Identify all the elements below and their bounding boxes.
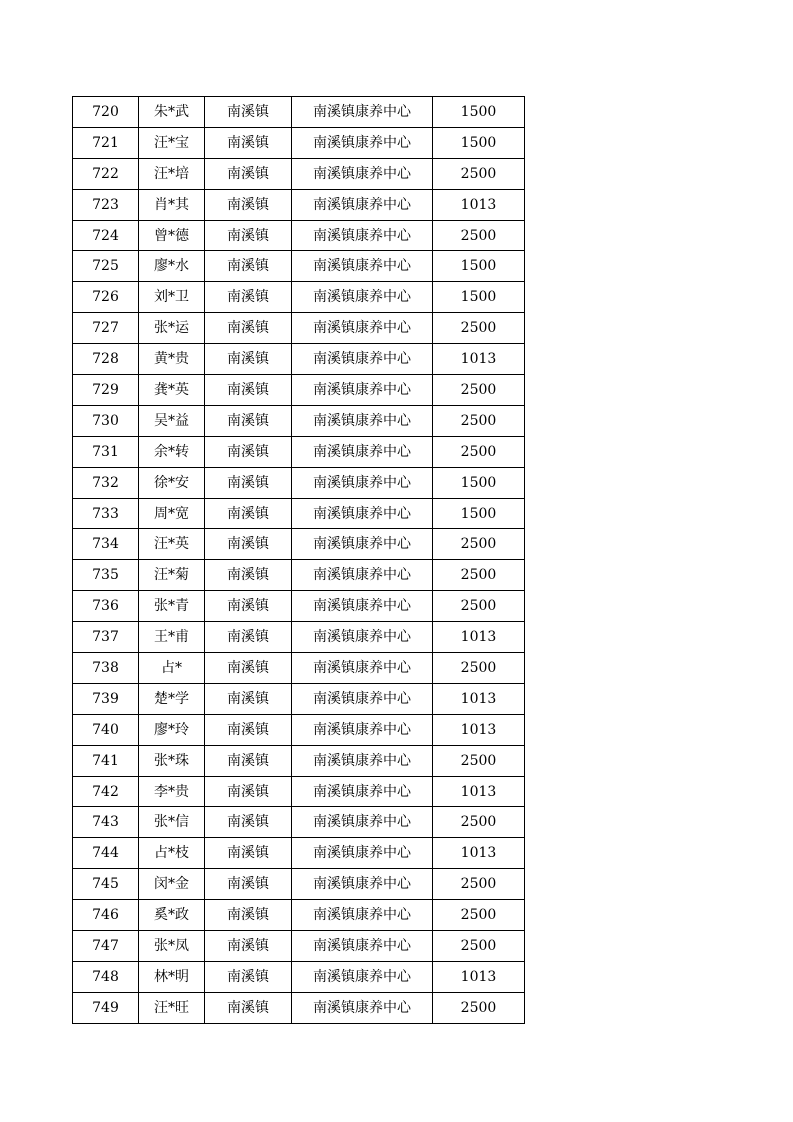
town-name: 南溪镇 [205,560,292,591]
table-row [73,560,525,591]
organization-name: 南溪镇康养中心 [292,807,433,838]
organization-name: 南溪镇康养中心 [292,220,433,251]
person-name: 张*凤 [139,931,205,962]
person-name: 汪*菊 [139,560,205,591]
table-row [73,436,525,467]
town-name: 南溪镇 [205,158,292,189]
row-number: 722 [73,158,139,189]
organization-name: 南溪镇康养中心 [292,344,433,375]
amount: 2500 [433,869,525,900]
person-name: 曾*德 [139,220,205,251]
person-name: 廖*玲 [139,714,205,745]
amount: 1500 [433,467,525,498]
amount: 1013 [433,961,525,992]
amount: 2500 [433,313,525,344]
organization-name: 南溪镇康养中心 [292,313,433,344]
amount: 1500 [433,251,525,282]
town-name: 南溪镇 [205,220,292,251]
amount: 2500 [433,375,525,406]
table-row [73,992,525,1023]
row-number: 744 [73,838,139,869]
organization-name: 南溪镇康养中心 [292,529,433,560]
row-number: 749 [73,992,139,1023]
table-row [73,375,525,406]
table-row [73,282,525,313]
row-number: 748 [73,961,139,992]
row-number: 747 [73,931,139,962]
table-row [73,498,525,529]
town-name: 南溪镇 [205,653,292,684]
table-row [73,838,525,869]
organization-name: 南溪镇康养中心 [292,653,433,684]
person-name: 汪*旺 [139,992,205,1023]
amount: 2500 [433,745,525,776]
person-name: 肖*其 [139,189,205,220]
person-name: 廖*水 [139,251,205,282]
table-row [73,591,525,622]
town-name: 南溪镇 [205,745,292,776]
table-row [73,961,525,992]
person-name: 李*贵 [139,776,205,807]
table-row [73,467,525,498]
organization-name: 南溪镇康养中心 [292,498,433,529]
town-name: 南溪镇 [205,189,292,220]
town-name: 南溪镇 [205,405,292,436]
row-number: 743 [73,807,139,838]
town-name: 南溪镇 [205,375,292,406]
town-name: 南溪镇 [205,467,292,498]
town-name: 南溪镇 [205,838,292,869]
town-name: 南溪镇 [205,931,292,962]
row-number: 745 [73,869,139,900]
town-name: 南溪镇 [205,961,292,992]
table-row [73,807,525,838]
organization-name: 南溪镇康养中心 [292,467,433,498]
amount: 2500 [433,560,525,591]
town-name: 南溪镇 [205,436,292,467]
organization-name: 南溪镇康养中心 [292,375,433,406]
table-row [73,251,525,282]
town-name: 南溪镇 [205,776,292,807]
row-number: 729 [73,375,139,406]
organization-name: 南溪镇康养中心 [292,992,433,1023]
table-row [73,220,525,251]
organization-name: 南溪镇康养中心 [292,869,433,900]
row-number: 725 [73,251,139,282]
table-row [73,97,525,128]
row-number: 733 [73,498,139,529]
row-number: 742 [73,776,139,807]
town-name: 南溪镇 [205,591,292,622]
town-name: 南溪镇 [205,714,292,745]
town-name: 南溪镇 [205,992,292,1023]
amount: 1500 [433,97,525,128]
row-number: 726 [73,282,139,313]
row-number: 739 [73,683,139,714]
row-number: 720 [73,97,139,128]
row-number: 730 [73,405,139,436]
person-name: 奚*政 [139,900,205,931]
table-row [73,776,525,807]
table-row [73,529,525,560]
organization-name: 南溪镇康养中心 [292,838,433,869]
town-name: 南溪镇 [205,622,292,653]
town-name: 南溪镇 [205,282,292,313]
table-row [73,931,525,962]
person-name: 朱*武 [139,97,205,128]
organization-name: 南溪镇康养中心 [292,97,433,128]
roster-table-body [73,97,525,1024]
amount: 2500 [433,807,525,838]
amount: 1500 [433,498,525,529]
person-name: 余*转 [139,436,205,467]
person-name: 占* [139,653,205,684]
table-row [73,344,525,375]
person-name: 林*明 [139,961,205,992]
amount: 1500 [433,282,525,313]
amount: 2500 [433,158,525,189]
row-number: 741 [73,745,139,776]
organization-name: 南溪镇康养中心 [292,931,433,962]
person-name: 汪*培 [139,158,205,189]
amount: 2500 [433,992,525,1023]
row-number: 738 [73,653,139,684]
amount: 2500 [433,405,525,436]
amount: 1013 [433,714,525,745]
organization-name: 南溪镇康养中心 [292,622,433,653]
organization-name: 南溪镇康养中心 [292,776,433,807]
amount: 2500 [433,436,525,467]
row-number: 736 [73,591,139,622]
person-name: 黄*贵 [139,344,205,375]
organization-name: 南溪镇康养中心 [292,189,433,220]
amount: 2500 [433,900,525,931]
town-name: 南溪镇 [205,869,292,900]
person-name: 闵*金 [139,869,205,900]
person-name: 汪*宝 [139,127,205,158]
town-name: 南溪镇 [205,344,292,375]
row-number: 721 [73,127,139,158]
person-name: 张*运 [139,313,205,344]
town-name: 南溪镇 [205,313,292,344]
row-number: 746 [73,900,139,931]
table-row [73,714,525,745]
amount: 1013 [433,838,525,869]
person-name: 刘*卫 [139,282,205,313]
table-row [73,869,525,900]
row-number: 728 [73,344,139,375]
table-row [73,158,525,189]
table-row [73,683,525,714]
row-number: 731 [73,436,139,467]
person-name: 楚*学 [139,683,205,714]
row-number: 734 [73,529,139,560]
organization-name: 南溪镇康养中心 [292,745,433,776]
table-row [73,313,525,344]
table-row [73,622,525,653]
amount: 2500 [433,529,525,560]
organization-name: 南溪镇康养中心 [292,683,433,714]
row-number: 732 [73,467,139,498]
amount: 2500 [433,591,525,622]
amount: 1013 [433,776,525,807]
row-number: 740 [73,714,139,745]
organization-name: 南溪镇康养中心 [292,591,433,622]
town-name: 南溪镇 [205,683,292,714]
town-name: 南溪镇 [205,900,292,931]
row-number: 724 [73,220,139,251]
person-name: 吴*益 [139,405,205,436]
town-name: 南溪镇 [205,807,292,838]
town-name: 南溪镇 [205,97,292,128]
person-name: 汪*英 [139,529,205,560]
amount: 2500 [433,931,525,962]
town-name: 南溪镇 [205,251,292,282]
amount: 2500 [433,220,525,251]
amount: 1013 [433,189,525,220]
person-name: 张*青 [139,591,205,622]
table-row [73,405,525,436]
table-row [73,189,525,220]
row-number: 723 [73,189,139,220]
amount: 1013 [433,683,525,714]
organization-name: 南溪镇康养中心 [292,282,433,313]
person-name: 张*信 [139,807,205,838]
person-name: 龚*英 [139,375,205,406]
amount: 1500 [433,127,525,158]
town-name: 南溪镇 [205,127,292,158]
amount: 2500 [433,653,525,684]
organization-name: 南溪镇康养中心 [292,158,433,189]
table-row [73,745,525,776]
organization-name: 南溪镇康养中心 [292,560,433,591]
person-name: 王*甫 [139,622,205,653]
table-row [73,900,525,931]
organization-name: 南溪镇康养中心 [292,127,433,158]
person-name: 徐*安 [139,467,205,498]
table-row [73,127,525,158]
organization-name: 南溪镇康养中心 [292,714,433,745]
amount: 1013 [433,622,525,653]
person-name: 周*宽 [139,498,205,529]
organization-name: 南溪镇康养中心 [292,405,433,436]
person-name: 占*枝 [139,838,205,869]
roster-table [72,96,525,1024]
town-name: 南溪镇 [205,498,292,529]
organization-name: 南溪镇康养中心 [292,436,433,467]
row-number: 737 [73,622,139,653]
amount: 1013 [433,344,525,375]
organization-name: 南溪镇康养中心 [292,961,433,992]
town-name: 南溪镇 [205,529,292,560]
person-name: 张*珠 [139,745,205,776]
row-number: 735 [73,560,139,591]
table-row [73,653,525,684]
row-number: 727 [73,313,139,344]
organization-name: 南溪镇康养中心 [292,251,433,282]
organization-name: 南溪镇康养中心 [292,900,433,931]
